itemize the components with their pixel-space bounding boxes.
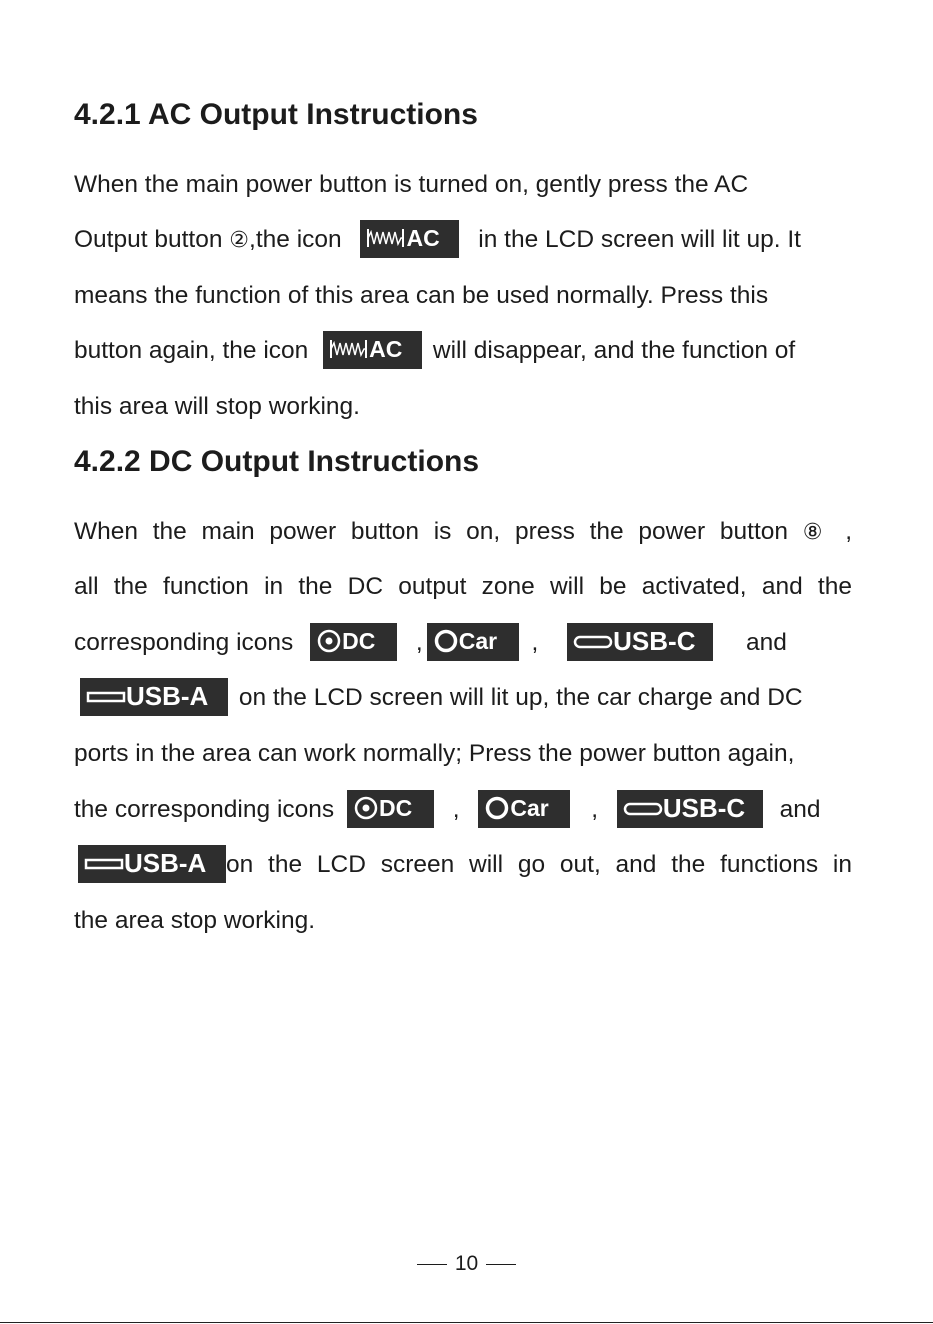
text-span: in the LCD screen will lit up. It [478,226,801,253]
text-span: When the main power button is on, press the power button [74,518,789,545]
dc-icon-label: DC [342,627,376,654]
section-ac-heading: 4.2.1 AC Output Instructions [74,98,478,131]
usb-c-icon [567,623,713,661]
comma: , [415,629,423,656]
comma: , [531,629,539,656]
car-icon-label: Car [458,627,498,654]
dc-text-line [74,626,787,660]
ac-wave-icon [366,226,406,250]
comma: , [591,796,599,823]
page-footer [0,1252,933,1276]
ac-output-icon [323,331,422,369]
usb-a-icon [80,678,228,716]
ac-wave-icon [329,337,369,361]
dc-circle-dot-icon [316,628,342,654]
dc-icon-label: DC [378,794,413,821]
ac-text-line [74,223,801,257]
car-circle-icon [433,628,459,654]
text-span: Output button [74,226,230,253]
dc-text-line [74,515,852,549]
footer-dash [417,1264,447,1265]
usb-a-port-icon [84,854,124,874]
text-span: button again, the icon [74,337,309,364]
ac-text-line: When the main power button is turned on, gently press the AC [74,171,749,198]
car-icon-label: Car [510,794,549,821]
text-span: the corresponding icons [74,796,335,823]
usb-c-port-icon [573,632,613,652]
section-dc-heading: 4.2.2 DC Output Instructions [74,445,480,478]
text-span: on the LCD screen will lit up, the car charge and DC [238,684,803,711]
dc-text-line: all the function in the DC output zone will be activated, and the [74,573,852,600]
circled-number-8: ⑧ [802,520,831,545]
circled-number-2: ② [229,228,250,253]
dc-text-line [78,848,852,882]
text-span: , [845,518,852,545]
text-span: will disappear, and the function of [432,337,796,364]
ac-text-line: means the function of this area can be used normally. Press this [74,282,769,309]
usb-a-icon [78,845,226,883]
text-span: ,the icon [249,226,342,253]
text-span: and [779,796,821,823]
usb-c-icon [617,790,763,828]
usb-c-icon-label: USB-C [662,792,746,823]
comma: , [452,796,460,823]
ac-icon-label: AC [406,224,440,251]
usb-c-icon-label: USB-C [613,625,696,656]
footer-dash [486,1264,516,1265]
car-circle-icon [484,795,510,821]
usb-a-icon-label: USB-A [124,847,207,878]
ac-output-icon [360,220,459,258]
usb-a-icon-label: USB-A [126,680,209,711]
dc-circle-dot-icon [353,795,379,821]
dc-text-line: the area stop working. [74,907,316,934]
car-icon [478,790,570,828]
page-bottom-rule [0,1322,933,1323]
dc-icon [310,623,397,661]
ac-text-line [74,334,795,368]
car-icon [427,623,519,661]
text-span: and [745,629,787,656]
usb-a-port-icon [86,687,126,707]
ac-icon-label: AC [369,335,403,362]
dc-icon [347,790,434,828]
dc-text-line [74,793,821,827]
page-number: 10 [454,1252,479,1275]
text-span: on the LCD screen will go out, and the functions in [226,851,852,878]
text-span: corresponding icons [74,629,294,656]
ac-text-line: this area will stop working. [74,393,360,420]
dc-text-line [80,681,803,715]
dc-text-line: ports in the area can work normally; Press the power button again, [74,740,795,767]
usb-c-port-icon [623,799,663,819]
